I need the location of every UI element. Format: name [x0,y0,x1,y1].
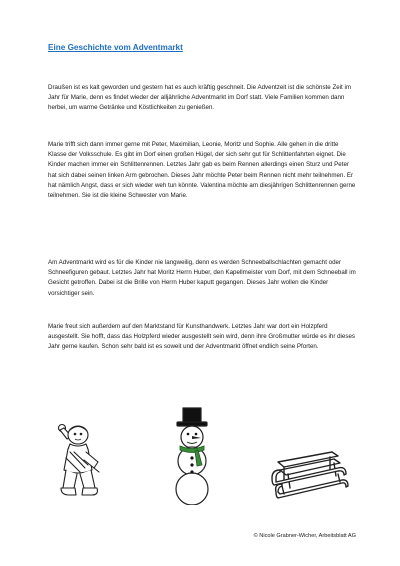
document-title: Eine Geschichte vom Adventmarkt [48,43,183,52]
child-throwing-snowball-icon [50,422,105,502]
paragraph-snowballs: Am Adventmarkt wird es für die Kinder nie langweilig, denn es werden Schneeballschlachten gemacht oder Schneefiguren gebaut. Letztes Jahr hat Moritz Herrn Huber, den Kapellmeister vom Dorf, mit dem Schneeball im Gesicht getroffen. Dabei ist die Brille von Herrn Huber kaputt gegangen. Dieses Jahr wollen die Kinder vorsichtiger sein. [48,259,356,297]
sled-icon [268,448,350,504]
paragraph-friends: Marie trifft sich dann immer gerne mit Peter, Maximilian, Leonie, Moritz und Sophie. Alle gehen in die dritte Klasse der Volksschule. Es gibt im Dorf einen großen Hügel, der sich sehr gut für Schlittenfahrten eignet. Die Kinder machen immer ein Schlittenrennen. Letztes Jahr gab es beim Rennen allerdings einen Sturz und Peter hat sich dabei seinen linken Arm gebrochen. Dieses Jahr möchte Peter beim Rennen nicht mehr teilnehmen. Er hat nämlich Angst, dass er sich wieder weh tun könnte. Valentina möchte am diesjährigen Schlittenrennen gerne teilnehmen. Sie ist die kleine Schwester von Marie. [48,141,356,200]
copyright-note: © Nicole Grabner-Wicher, Arbeitsblatt AG [253,533,356,539]
paragraph-market-stand: Marie freut sich außerdem auf den Marktstand für Kunsthandwerk. Letztes Jahr war dort ein Holzpferd ausgestellt. Sie hofft, dass das Holzpferd wieder ausgestellt sein wird, denn ihre Großmutter würde es ihr dieses Jahr gerne kaufen. Schon sehr bald ist es soweit und der Adventmarkt öffnet endlich seine Pforten. [48,323,356,351]
paragraph-intro: Draußen ist es kalt geworden und gestern hat es auch kräftig geschneit. Die Adventzeit ist die schönste Zeit im Jahr für Marie, denn es findet wieder der alljährliche Adventmarkt im Dorf statt. Viele Familien kommen dann herbei, um warme Getränke und Köstlichkeiten zu genießen. [48,84,352,112]
snowman-icon [162,405,222,505]
